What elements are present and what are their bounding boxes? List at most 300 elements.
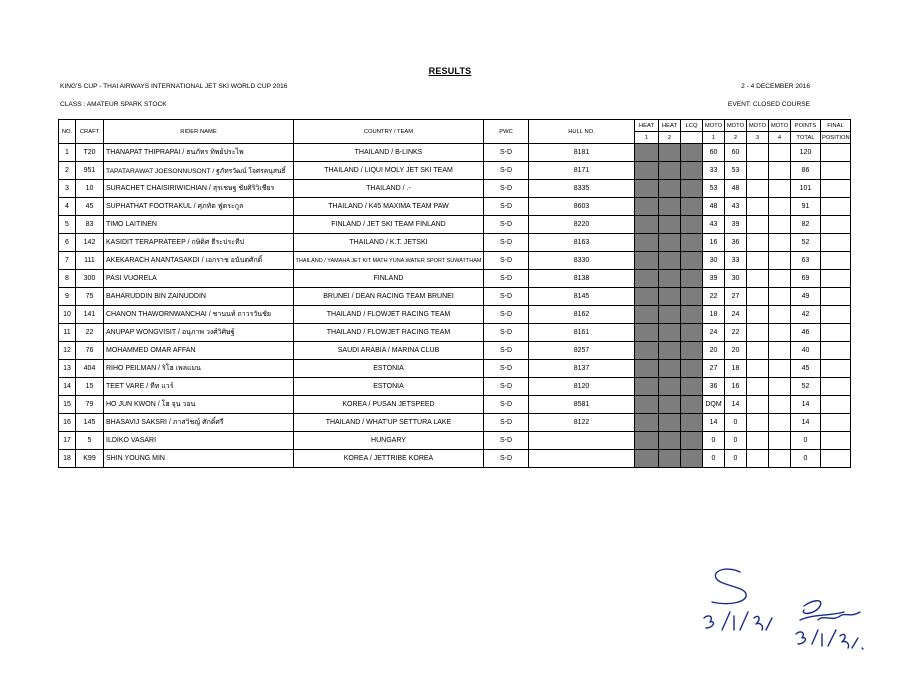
cell-hull: 8163 [529, 234, 635, 252]
col-moto4-number: 4 [769, 132, 791, 144]
cell-heat2 [659, 306, 681, 324]
cell-moto2: 48 [725, 180, 747, 198]
table-row [59, 324, 851, 342]
cell-lcq [681, 450, 703, 468]
cell-rider: SHIN YOUNG MIN [104, 450, 294, 468]
signature-date-right [796, 630, 863, 649]
cell-hull: 8220 [529, 216, 635, 234]
official-signatures [700, 560, 890, 670]
cell-pwc: S-D [484, 450, 529, 468]
cell-rider: SUPHATHAT FOOTRAKUL / ศุภทัต ฟู่ตระกูล [104, 198, 294, 216]
results-table [58, 119, 851, 468]
cell-moto3 [747, 198, 769, 216]
col-moto3-number: 3 [747, 132, 769, 144]
cell-points: 120 [791, 144, 821, 162]
cell-craft: T20 [76, 144, 104, 162]
cell-hull: 8145 [529, 288, 635, 306]
cell-moto3 [747, 270, 769, 288]
cell-moto1: DQM [703, 396, 725, 414]
cell-moto1: 18 [703, 306, 725, 324]
cell-no: 3 [59, 180, 76, 198]
cell-heat2 [659, 288, 681, 306]
document-title: RESULTS [428, 66, 472, 76]
cell-points: 91 [791, 198, 821, 216]
cell-moto1: 24 [703, 324, 725, 342]
col-points-total: TOTAL [791, 132, 821, 144]
cell-lcq [681, 288, 703, 306]
cell-moto3 [747, 216, 769, 234]
cell-points: 82 [791, 216, 821, 234]
cell-rider: BHASAVIJ SAKSRI / ภาสวิชญ์ ศักดิ์ศรี [104, 414, 294, 432]
cell-heat2 [659, 432, 681, 450]
cell-craft: 22 [76, 324, 104, 342]
col-moto1: MOTO [703, 120, 725, 132]
cell-team: THAILAND / LIQUI MOLY JET SKI TEAM [294, 162, 484, 180]
cell-moto2: 0 [725, 450, 747, 468]
cell-heat1 [635, 252, 659, 270]
cell-moto3 [747, 306, 769, 324]
cell-pwc: S-D [484, 432, 529, 450]
cell-team: KOREA / JETTRIBE KOREA [294, 450, 484, 468]
cell-rider: ILDIKO VASARI [104, 432, 294, 450]
cell-final [821, 288, 851, 306]
cell-pwc: S-D [484, 198, 529, 216]
cell-moto4 [769, 162, 791, 180]
cell-moto4 [769, 432, 791, 450]
cell-final [821, 414, 851, 432]
cell-moto2: 53 [725, 162, 747, 180]
cell-pwc: S-D [484, 288, 529, 306]
cell-moto4 [769, 324, 791, 342]
table-row [59, 342, 851, 360]
cell-no: 15 [59, 396, 76, 414]
cell-moto1: 27 [703, 360, 725, 378]
cell-moto3 [747, 252, 769, 270]
cell-rider: MOHAMMED OMAR AFFAN [104, 342, 294, 360]
cell-heat1 [635, 270, 659, 288]
cell-pwc: S-D [484, 270, 529, 288]
cell-pwc: S-D [484, 162, 529, 180]
cell-heat2 [659, 198, 681, 216]
cell-lcq [681, 252, 703, 270]
cell-lcq [681, 180, 703, 198]
cell-points: 49 [791, 288, 821, 306]
cell-pwc: S-D [484, 306, 529, 324]
cell-heat1 [635, 288, 659, 306]
table-row [59, 414, 851, 432]
table-row [59, 216, 851, 234]
cell-lcq [681, 360, 703, 378]
cell-moto2: 22 [725, 324, 747, 342]
cell-final [821, 216, 851, 234]
cell-lcq [681, 216, 703, 234]
table-row [59, 270, 851, 288]
cell-heat2 [659, 270, 681, 288]
cell-moto1: 22 [703, 288, 725, 306]
cell-hull: 8161 [529, 324, 635, 342]
cell-moto1: 14 [703, 414, 725, 432]
cell-team: THAILAND / K.T. JETSKI [294, 234, 484, 252]
cell-moto3 [747, 144, 769, 162]
cell-moto4 [769, 270, 791, 288]
cell-moto4 [769, 234, 791, 252]
cell-moto2: 16 [725, 378, 747, 396]
cell-team: ESTONIA [294, 360, 484, 378]
cell-team: THAILAND / K45 MAXIMA TEAM PAW [294, 198, 484, 216]
cell-moto2: 39 [725, 216, 747, 234]
cell-moto3 [747, 162, 769, 180]
col-heat2: HEAT [659, 120, 681, 132]
cell-moto2: 43 [725, 198, 747, 216]
cell-hull: 8335 [529, 180, 635, 198]
cell-points: 52 [791, 378, 821, 396]
cell-points: 14 [791, 414, 821, 432]
cell-team: THAILAND / B-LINKS [294, 144, 484, 162]
col-final: FINAL [821, 120, 851, 132]
cell-lcq [681, 162, 703, 180]
cell-team: BRUNEI / DEAN RACING TEAM BRUNEI [294, 288, 484, 306]
cell-final [821, 432, 851, 450]
cell-no: 1 [59, 144, 76, 162]
table-row [59, 306, 851, 324]
event-type: EVENT: CLOSED COURSE [727, 101, 810, 108]
cell-hull: 8171 [529, 162, 635, 180]
cell-craft: 951 [76, 162, 104, 180]
col-moto2-number: 2 [725, 132, 747, 144]
cell-moto4 [769, 414, 791, 432]
cell-final [821, 180, 851, 198]
event-name: KING'S CUP - THAI AIRWAYS INTERNATIONAL JET SKI WORLD CUP 2016 [60, 83, 288, 90]
cell-craft: 75 [76, 288, 104, 306]
col-heat1: HEAT [635, 120, 659, 132]
cell-points: 86 [791, 162, 821, 180]
cell-hull: 8162 [529, 306, 635, 324]
cell-final [821, 378, 851, 396]
cell-moto3 [747, 360, 769, 378]
cell-hull: 8181 [529, 144, 635, 162]
cell-heat1 [635, 414, 659, 432]
cell-hull [529, 432, 635, 450]
cell-craft: 15 [76, 378, 104, 396]
cell-craft: 142 [76, 234, 104, 252]
cell-no: 16 [59, 414, 76, 432]
cell-heat2 [659, 144, 681, 162]
cell-team: THAILAND / .- [294, 180, 484, 198]
table-row [59, 144, 851, 162]
cell-lcq [681, 378, 703, 396]
cell-craft: 10 [76, 180, 104, 198]
cell-craft: 300 [76, 270, 104, 288]
cell-rider: TAPATARAWAT JOESONNUSONT / ฐภัทรวัฒน์ โจศรคนุสนธิ์ [104, 162, 294, 180]
cell-team: HUNGARY [294, 432, 484, 450]
cell-rider: KASIDIT TERAPRATEEP / กษิดิศ ธีระประทีป [104, 234, 294, 252]
cell-moto2: 60 [725, 144, 747, 162]
cell-craft: 45 [76, 198, 104, 216]
cell-no: 6 [59, 234, 76, 252]
cell-hull: 8138 [529, 270, 635, 288]
cell-heat1 [635, 144, 659, 162]
cell-moto1: 48 [703, 198, 725, 216]
cell-no: 18 [59, 450, 76, 468]
cell-moto2: 14 [725, 396, 747, 414]
cell-moto4 [769, 360, 791, 378]
cell-final [821, 234, 851, 252]
cell-heat2 [659, 396, 681, 414]
table-row [59, 396, 851, 414]
table-row [59, 198, 851, 216]
cell-heat1 [635, 378, 659, 396]
cell-heat1 [635, 180, 659, 198]
cell-final [821, 198, 851, 216]
cell-lcq [681, 234, 703, 252]
cell-rider: ANUPAP WONGVISIT / อนุภาพ วงศ์วิศิษฐ์ [104, 324, 294, 342]
col-points: POINTS [791, 120, 821, 132]
cell-moto2: 33 [725, 252, 747, 270]
cell-moto4 [769, 252, 791, 270]
cell-craft: 111 [76, 252, 104, 270]
cell-moto3 [747, 378, 769, 396]
cell-heat2 [659, 342, 681, 360]
col-craft: CRAFT [76, 120, 104, 144]
col-lcq: LCQ [681, 120, 703, 132]
cell-moto2: 18 [725, 360, 747, 378]
table-row [59, 234, 851, 252]
table-row [59, 432, 851, 450]
col-moto3: MOTO [747, 120, 769, 132]
cell-moto4 [769, 396, 791, 414]
cell-team: KOREA / PUSAN JETSPEED [294, 396, 484, 414]
cell-heat1 [635, 306, 659, 324]
cell-pwc: S-D [484, 324, 529, 342]
class-label: CLASS : AMATEUR SPARK STOCK [60, 101, 167, 108]
cell-rider: PASI VUORELA [104, 270, 294, 288]
cell-points: 0 [791, 450, 821, 468]
cell-hull: 8581 [529, 396, 635, 414]
cell-heat1 [635, 450, 659, 468]
cell-points: 45 [791, 360, 821, 378]
cell-moto2: 0 [725, 414, 747, 432]
cell-rider: THANAPAT THIPRAPAI / ธนภัทร ทิพย์ประไพ [104, 144, 294, 162]
cell-moto3 [747, 324, 769, 342]
cell-moto4 [769, 198, 791, 216]
col-moto2: MOTO [725, 120, 747, 132]
cell-rider: AKEKARACH ANANTASAKDI / เอกราช อนันตศักดิ์ [104, 252, 294, 270]
cell-moto3 [747, 234, 769, 252]
cell-moto2: 36 [725, 234, 747, 252]
cell-pwc: S-D [484, 252, 529, 270]
cell-points: 46 [791, 324, 821, 342]
cell-team: ESTONIA [294, 378, 484, 396]
cell-points: 101 [791, 180, 821, 198]
cell-rider: BAHARUDDIN BIN ZAINUDDIN [104, 288, 294, 306]
cell-moto1: 20 [703, 342, 725, 360]
cell-hull: 8120 [529, 378, 635, 396]
cell-lcq [681, 414, 703, 432]
cell-moto4 [769, 216, 791, 234]
col-rider: RIDER NAME [104, 120, 294, 144]
cell-final [821, 342, 851, 360]
cell-points: 52 [791, 234, 821, 252]
cell-hull: 8122 [529, 414, 635, 432]
cell-team: FINLAND [294, 270, 484, 288]
cell-team: THAILAND / YAMAHA JET KIT MATH YUNA WATER SPORT SUWATTHAM [294, 252, 484, 270]
cell-lcq [681, 396, 703, 414]
cell-moto4 [769, 342, 791, 360]
cell-final [821, 252, 851, 270]
cell-heat1 [635, 360, 659, 378]
cell-heat2 [659, 378, 681, 396]
table-row [59, 450, 851, 468]
cell-moto4 [769, 288, 791, 306]
cell-heat2 [659, 324, 681, 342]
col-team: COUNTRY / TEAM [294, 120, 484, 144]
cell-points: 69 [791, 270, 821, 288]
cell-pwc: S-D [484, 396, 529, 414]
cell-team: SAUDI ARABIA / MARINA CLUB [294, 342, 484, 360]
cell-moto3 [747, 288, 769, 306]
cell-points: 42 [791, 306, 821, 324]
cell-no: 11 [59, 324, 76, 342]
cell-hull [529, 450, 635, 468]
cell-rider: SURACHET CHAISIRIWICHIAN / สุรเชษฐ ชัยศิริวิเชียร [104, 180, 294, 198]
cell-no: 14 [59, 378, 76, 396]
cell-points: 14 [791, 396, 821, 414]
cell-craft: 5 [76, 432, 104, 450]
cell-lcq [681, 270, 703, 288]
cell-craft: 141 [76, 306, 104, 324]
col-lcq-sub [681, 132, 703, 144]
cell-moto2: 30 [725, 270, 747, 288]
cell-heat2 [659, 414, 681, 432]
col-heat2-number: 2 [659, 132, 681, 144]
cell-lcq [681, 324, 703, 342]
header-row [59, 120, 851, 132]
table-row [59, 378, 851, 396]
cell-lcq [681, 198, 703, 216]
cell-lcq [681, 342, 703, 360]
cell-points: 40 [791, 342, 821, 360]
cell-points: 63 [791, 252, 821, 270]
col-moto1-number: 1 [703, 132, 725, 144]
cell-heat1 [635, 198, 659, 216]
cell-rider: RIHO PEILMAN / ริโฮ เพลแมน [104, 360, 294, 378]
cell-final [821, 162, 851, 180]
cell-no: 9 [59, 288, 76, 306]
cell-pwc: S-D [484, 414, 529, 432]
cell-no: 5 [59, 216, 76, 234]
cell-final [821, 306, 851, 324]
cell-heat2 [659, 360, 681, 378]
cell-no: 7 [59, 252, 76, 270]
cell-heat1 [635, 342, 659, 360]
cell-moto2: 0 [725, 432, 747, 450]
cell-rider: TIMO LAITINEN [104, 216, 294, 234]
cell-heat1 [635, 234, 659, 252]
cell-moto1: 0 [703, 432, 725, 450]
cell-no: 17 [59, 432, 76, 450]
col-pwc: PWC [484, 120, 529, 144]
cell-heat2 [659, 234, 681, 252]
cell-pwc: S-D [484, 360, 529, 378]
cell-heat1 [635, 432, 659, 450]
cell-moto1: 33 [703, 162, 725, 180]
cell-team: THAILAND / FLOWJET RACING TEAM [294, 306, 484, 324]
cell-no: 2 [59, 162, 76, 180]
col-no: NO. [59, 120, 76, 144]
signature-s-mark [712, 569, 746, 603]
cell-moto3 [747, 450, 769, 468]
cell-heat2 [659, 162, 681, 180]
cell-hull: 8137 [529, 360, 635, 378]
signature-scribble [800, 601, 860, 620]
cell-moto2: 27 [725, 288, 747, 306]
cell-moto1: 16 [703, 234, 725, 252]
cell-moto3 [747, 180, 769, 198]
cell-moto3 [747, 432, 769, 450]
event-dates: 2 - 4 DECEMBER 2016 [741, 83, 810, 90]
cell-final [821, 396, 851, 414]
cell-final [821, 324, 851, 342]
cell-heat2 [659, 216, 681, 234]
cell-final [821, 360, 851, 378]
cell-craft: K99 [76, 450, 104, 468]
cell-craft: 79 [76, 396, 104, 414]
cell-pwc: S-D [484, 144, 529, 162]
cell-rider: HO JUN KWON / โฮ จุน วอน [104, 396, 294, 414]
cell-pwc: S-D [484, 342, 529, 360]
cell-final [821, 450, 851, 468]
cell-no: 4 [59, 198, 76, 216]
table-row [59, 252, 851, 270]
cell-moto4 [769, 180, 791, 198]
cell-points: 0 [791, 432, 821, 450]
cell-no: 8 [59, 270, 76, 288]
cell-heat2 [659, 450, 681, 468]
cell-moto1: 39 [703, 270, 725, 288]
cell-hull: 8330 [529, 252, 635, 270]
cell-moto2: 20 [725, 342, 747, 360]
cell-pwc: S-D [484, 234, 529, 252]
cell-moto1: 43 [703, 216, 725, 234]
cell-moto1: 53 [703, 180, 725, 198]
table-row [59, 162, 851, 180]
cell-final [821, 144, 851, 162]
signature-date-left [704, 612, 772, 630]
cell-craft: 83 [76, 216, 104, 234]
col-moto4: MOTO [769, 120, 791, 132]
cell-moto4 [769, 144, 791, 162]
cell-no: 10 [59, 306, 76, 324]
cell-heat1 [635, 324, 659, 342]
cell-moto3 [747, 414, 769, 432]
cell-lcq [681, 144, 703, 162]
cell-moto1: 60 [703, 144, 725, 162]
cell-no: 13 [59, 360, 76, 378]
cell-hull: 8603 [529, 198, 635, 216]
cell-heat2 [659, 252, 681, 270]
table-row [59, 288, 851, 306]
cell-moto1: 0 [703, 450, 725, 468]
cell-heat1 [635, 396, 659, 414]
cell-craft: 145 [76, 414, 104, 432]
cell-heat2 [659, 180, 681, 198]
results-body [59, 144, 851, 468]
cell-lcq [681, 432, 703, 450]
cell-rider: CHANON THAWORNWANCHAI / ชานนท์ ถาวรวันชัย [104, 306, 294, 324]
cell-moto4 [769, 306, 791, 324]
cell-pwc: S-D [484, 378, 529, 396]
cell-craft: 404 [76, 360, 104, 378]
